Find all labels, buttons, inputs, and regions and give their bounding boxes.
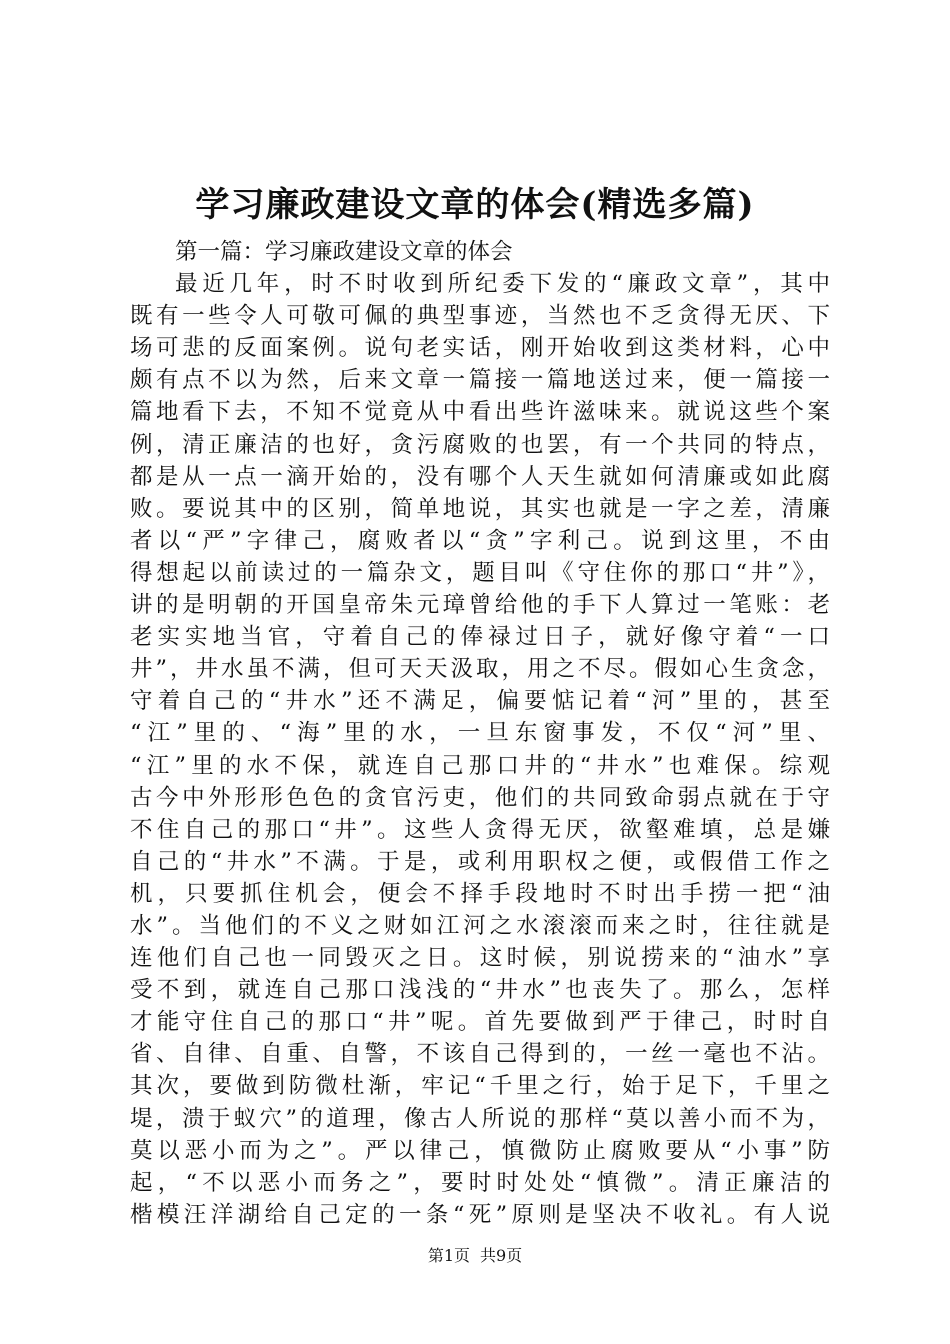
paragraph-line: 老实实地当官，守着自己的俸禄过日子，就好像守着“一口 xyxy=(130,624,830,651)
page-footer xyxy=(0,1245,950,1267)
paragraph-line: 讲的是明朝的开国皇帝朱元璋曾给他的手下人算过一笔账：老 xyxy=(130,592,830,619)
paragraph-line: 都是从一点一滴开始的，没有哪个人天生就如何清廉或如此腐 xyxy=(130,463,830,490)
paragraph-line: 堤，溃于蚁穴”的道理，像古人所说的那样“莫以善小而不为， xyxy=(130,1105,830,1132)
page-total: 共9页 xyxy=(480,1246,523,1265)
paragraph-line: 其次，要做到防微杜渐，牢记“千里之行，始于足下，千里之 xyxy=(130,1073,830,1100)
paragraph-line: 守着自己的“井水”还不满足，偏要惦记着“河”里的，甚至 xyxy=(130,688,830,715)
paragraph-line: 受不到，就连自己那口浅浅的“井水”也丧失了。那么，怎样 xyxy=(130,977,830,1004)
page-number: 第1页 xyxy=(427,1246,470,1265)
paragraph-line: “江”里的、“海”里的水，一旦东窗事发，不仅“河”里、 xyxy=(130,720,830,747)
paragraph-line: 自己的“井水”不满。于是，或利用职权之便，或假借工作之 xyxy=(130,848,830,875)
document-body xyxy=(130,236,830,1231)
paragraph-line: 楷模汪洋湖给自己定的一条“死”原则是坚决不收礼。有人说 xyxy=(130,1201,830,1228)
paragraph-line: 连他们自己也一同毁灭之日。这时候，别说捞来的“油水”享 xyxy=(130,945,830,972)
paragraph-line: 得想起以前读过的一篇杂文，题目叫《守住你的那口“井”》， xyxy=(130,559,830,586)
paragraph-line: 场可悲的反面案例。说句老实话，刚开始收到这类材料，心中 xyxy=(130,335,830,362)
paragraph-line: 者以“严”字律己，腐败者以“贪”字利己。说到这里，不由 xyxy=(130,527,830,554)
paragraph-line: 例，清正廉洁的也好，贪污腐败的也罢，有一个共同的特点， xyxy=(130,431,830,458)
paragraph-line: 颇有点不以为然，后来文章一篇接一篇地送过来，便一篇接一 xyxy=(130,367,830,394)
paragraph-line: 古今中外形形色色的贪官污吏，他们的共同致命弱点就在于守 xyxy=(130,784,830,811)
paragraph-line: 井”，井水虽不满，但可天天汲取，用之不尽。假如心生贪念， xyxy=(130,656,830,683)
section-heading: 第一篇：学习廉政建设文章的体会 xyxy=(175,239,513,265)
paragraph-line: 水”。当他们的不义之财如江河之水滚滚而来之时，往往就是 xyxy=(130,912,830,939)
paragraph-line: “江”里的水不保，就连自己那口井的“井水”也难保。综观 xyxy=(130,752,830,779)
paragraph-line: 篇地看下去，不知不觉竟从中看出些许滋味来。就说这些个案 xyxy=(130,399,830,426)
paragraph-line: 省、自律、自重、自警，不该自己得到的，一丝一毫也不沾。 xyxy=(130,1041,830,1068)
paragraph-line: 最近几年，时不时收到所纪委下发的“廉政文章”，其中 xyxy=(175,271,830,298)
paragraph-line: 莫以恶小而为之”。严以律己，慎微防止腐败要从“小事”防 xyxy=(130,1137,830,1164)
paragraph-line: 不住自己的那口“井”。这些人贪得无厌，欲壑难填，总是嫌 xyxy=(130,816,830,843)
paragraph-line: 才能守住自己的那口“井”呢。首先要做到严于律己，时时自 xyxy=(130,1009,830,1036)
paragraph-line: 败。要说其中的区别，简单地说，其实也就是一字之差，清廉 xyxy=(130,495,830,522)
paragraph-line: 既有一些令人可敬可佩的典型事迹，当然也不乏贪得无厌、下 xyxy=(130,303,830,330)
paragraph-line: 起，“不以恶小而务之”，要时时处处“慎微”。清正廉洁的 xyxy=(130,1169,830,1196)
document-title: 学习廉政建设文章的体会(精选多篇) xyxy=(195,185,755,225)
paragraph-line: 机，只要抓住机会，便会不择手段地时不时出手捞一把“油 xyxy=(130,880,830,907)
